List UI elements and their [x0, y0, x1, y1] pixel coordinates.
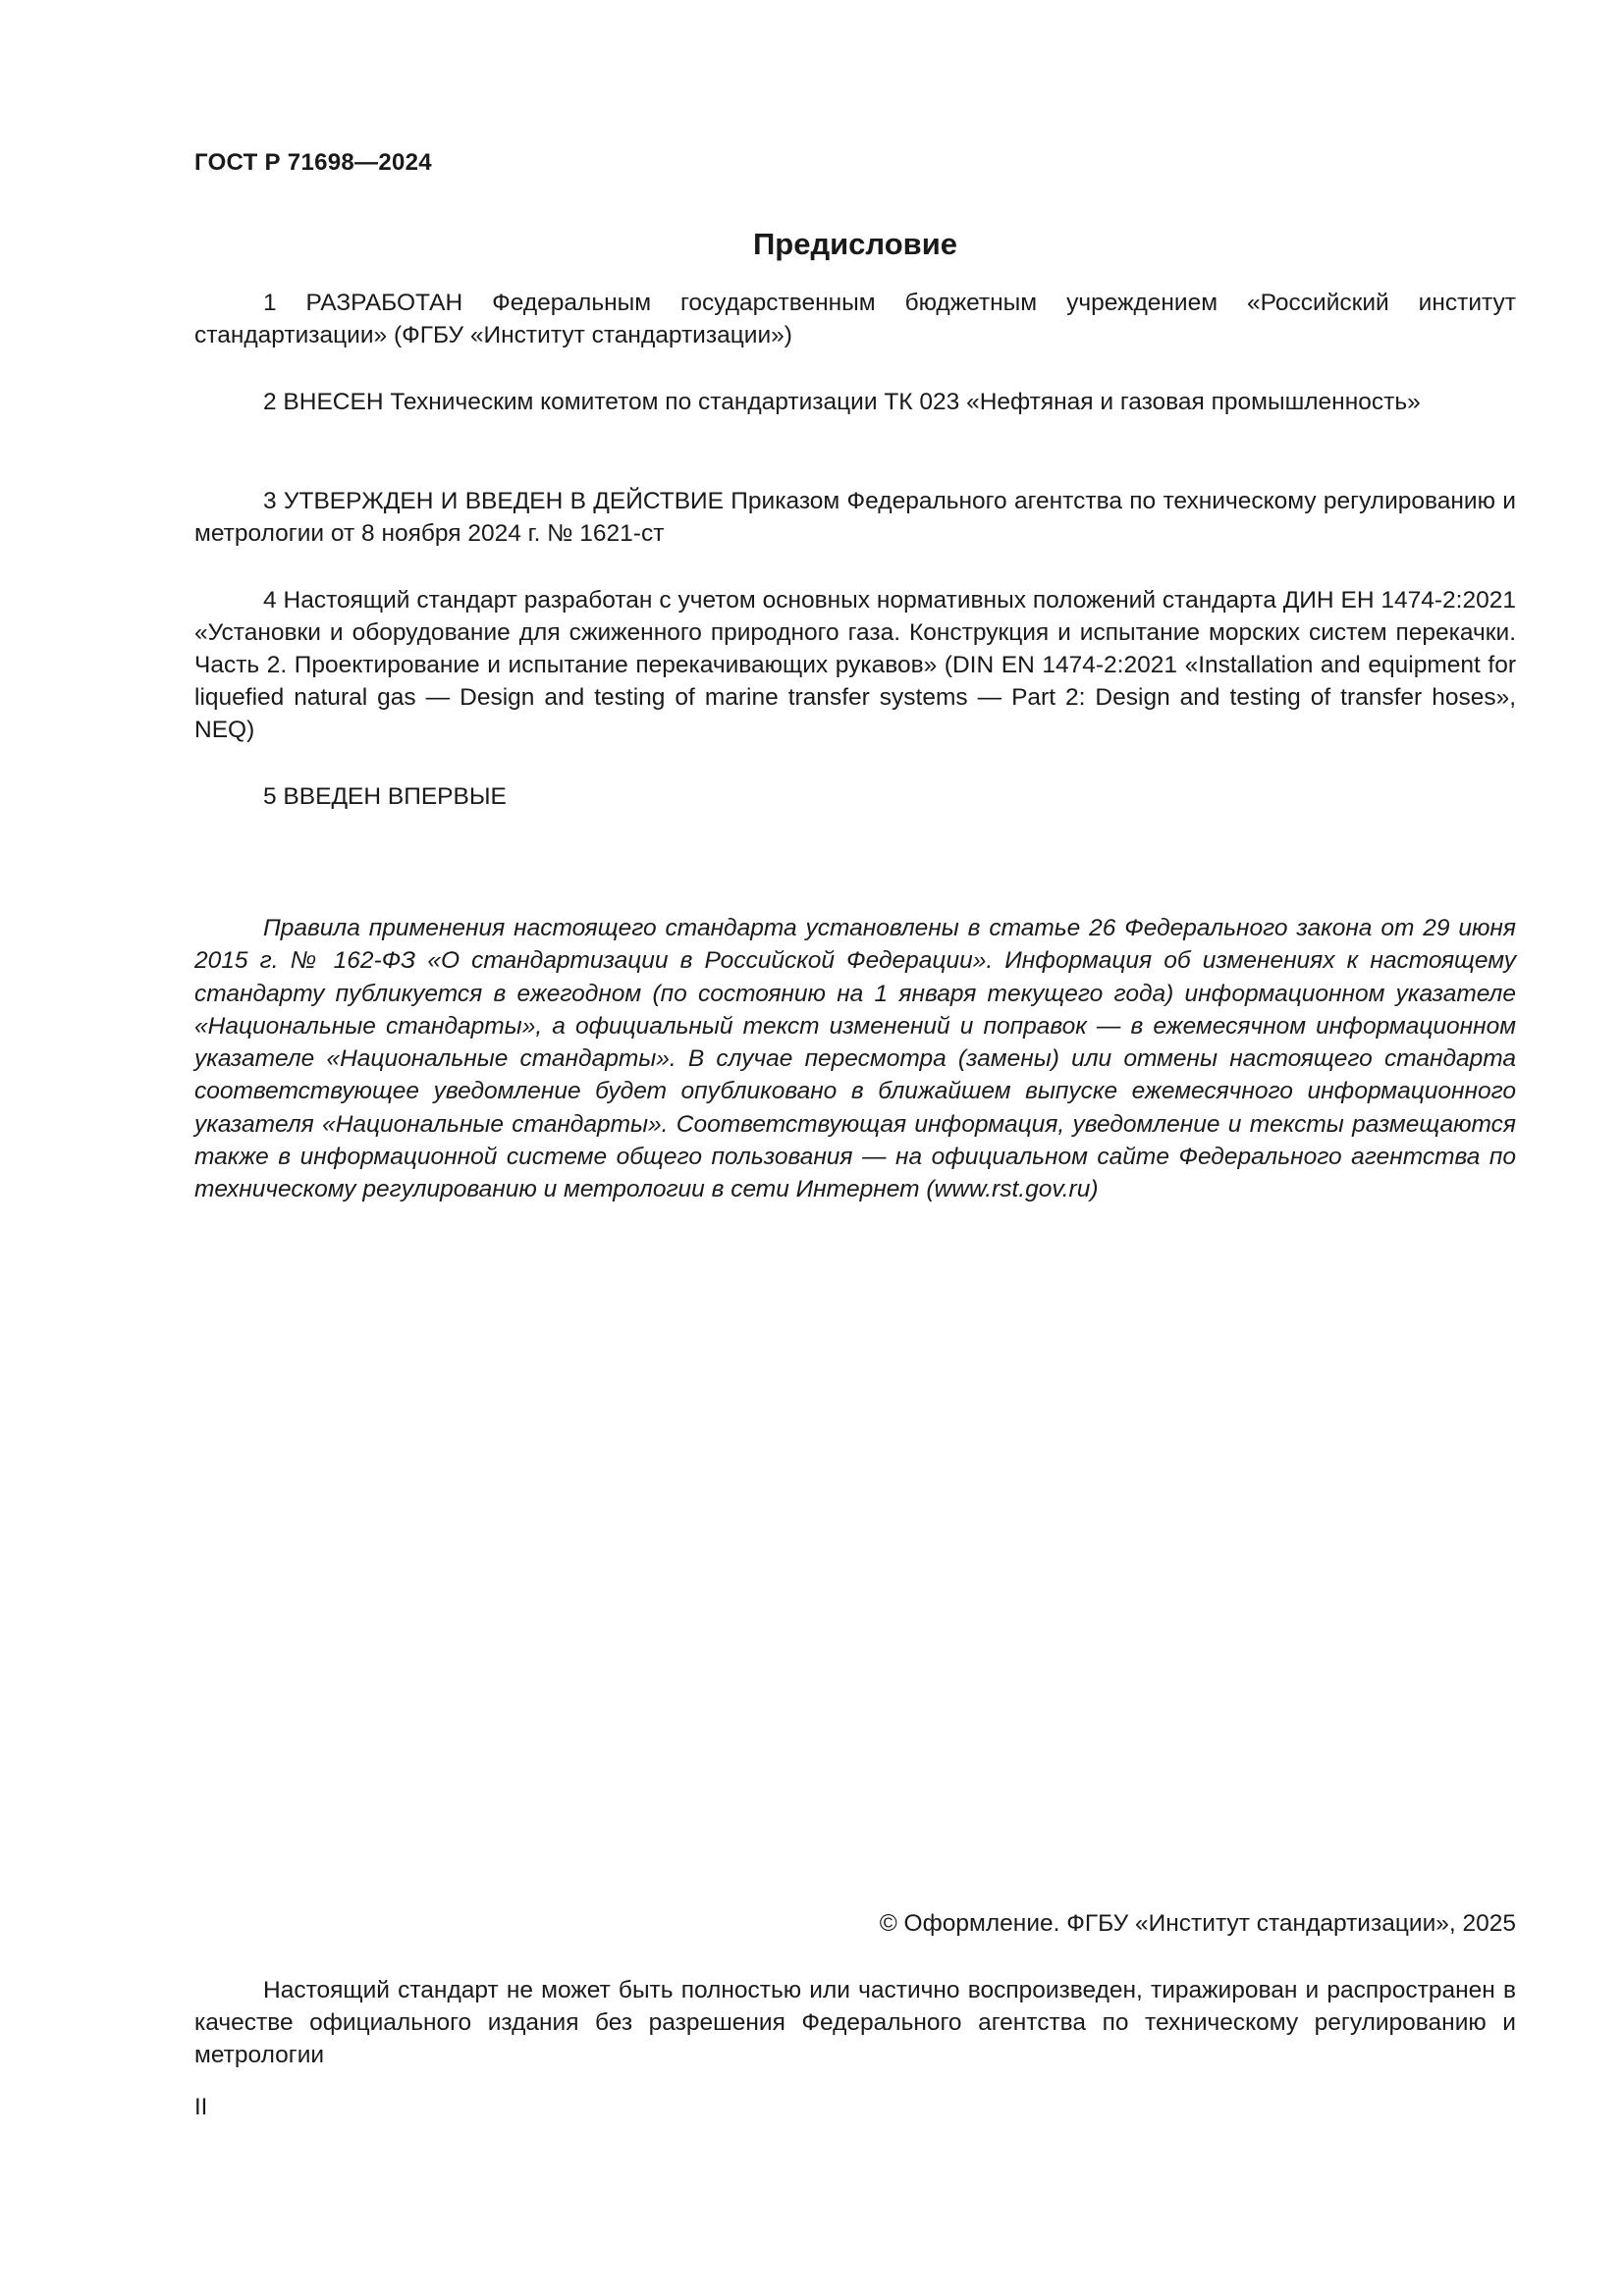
foreword-item-2: 2 ВНЕСЕН Техническим комитетом по стандартизации ТК 023 «Нефтяная и газовая промышленность» — [263, 389, 1421, 415]
reproduction-notice: Настоящий стандарт не может быть полностью или частично воспроизведен, тиражирован и распространен в качестве официального издания без разрешения Федерального агентства по техническому регулированию и метрологии — [194, 1977, 1516, 2068]
page-number: II — [194, 2094, 208, 2120]
application-rules-paragraph: Правила применения настоящего стандарта установлены в статье 26 Федерального закона от 29 июня 2015 г. № 162-ФЗ «О стандартизации в Российской Федерации». Информация об изменениях к настоящему стандарту публикуется в ежегодном (по состоянию на 1 января текущего года) информационном указателе «Национальные стандарты», а официальный текст изменений и поправок — в ежемесячном информационном указателе «Национальные стандарты». В случае пересмотра (замены) или отмены настоящего стандарта соответствующее уведомление будет опубликовано в ближайшем выпуске ежемесячного информационного указателя «Национальные стандарты». Соответствующая информация, уведомление и тексты размещаются также в информационной системе общего пользования — на официальном сайте Федерального агентства по техническому регулированию и метрологии в сети Интернет (www.rst.gov.ru) — [194, 915, 1516, 1203]
foreword-item-3: 3 УТВЕРЖДЕН И ВВЕДЕН В ДЕЙСТВИЕ Приказом Федерального агентства по техническому регулированию и метрологии от 8 ноября 2024 г. № 1621-ст — [194, 488, 1516, 547]
copyright-line: © Оформление. ФГБУ «Институт стандартизации», 2025 — [879, 1910, 1516, 1937]
page-title: Предисловие — [752, 227, 957, 261]
foreword-item-4: 4 Настоящий стандарт разработан с учетом основных нормативных положений стандарта ДИН ЕН 1474-2:2021 «Установки и оборудование для сжиженного природного газа. Конструкция и испытание морских систем перекачки. Часть 2. Проектирование и испытание перекачивающих рукавов» (DIN EN 1474-2:2021 «Installation and equipment for liquefied natural gas — Design and testing of marine transfer systems — Part 2: Design and testing of transfer hoses», NEQ) — [194, 587, 1516, 743]
foreword-item-1: 1 РАЗРАБОТАН Федеральным государственным бюджетным учреждением «Российский институт стандартизации» (ФГБУ «Институт стандартизации») — [194, 290, 1516, 348]
document-code: ГОСТ Р 71698—2024 — [194, 149, 432, 176]
foreword-item-5: 5 ВВЕДЕН ВПЕРВЫЕ — [263, 783, 507, 810]
